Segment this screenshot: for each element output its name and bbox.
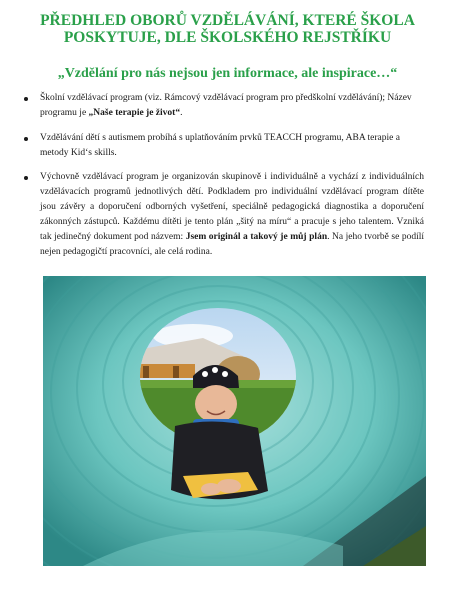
item-text: Vzdělávání dětí s autismem probíhá s uplatňováním prvků TEACCH programu, ABA terapie a metody Kid‘s skills. (40, 133, 400, 158)
item-text-end: . Na jeho tvorbě se podílí nejen pedagogičtí pracovníci, ale celá rodina. (40, 232, 424, 257)
title-line-2: POSKYTUJE, DLE ŠKOLSKÉHO REJSTŘÍKU (63, 29, 392, 46)
item-text-end: . (180, 108, 183, 118)
item-text: Výchovně vzdělávací program je organizován skupinově i individuálně a vychází z individuálních vzdělávacích programů jednotlivých dětí. Podkladem pro individuální vzdělávací program dítěte jsou závěry a doporučení odborných vyšetření, speciálně pedagogická diagnostika a doporučení zákonných zástupců. Každému dítěti je tento plán „šitý na míru“ a pracuje s jeho talentem. Vzniká tak jedinečný dokument pod názvem: (40, 172, 424, 242)
list-item (24, 91, 424, 121)
list-item (24, 131, 424, 161)
bullet-icon (24, 137, 28, 141)
program-name: „Naše terapie je život“ (88, 108, 181, 118)
item-text: Školní vzdělávací program (viz. Rámcový vzdělávací program pro předškolní vzdělávání); Název programu je (40, 93, 412, 118)
list-item (24, 170, 424, 260)
bullet-list (24, 91, 424, 260)
bullet-icon (24, 97, 28, 101)
title-line-1: PŘEDHLED OBORŮ VZDĚLÁVÁNÍ, KTERÉ ŠKOLA (40, 12, 415, 29)
bullet-icon (24, 176, 28, 180)
plan-name: Jsem originál a takový je můj plán (185, 232, 328, 242)
motto-quote: „Vzdělání pro nás nejsou jen informace, ale inspirace…“ (57, 66, 398, 81)
tunnel-photo (43, 276, 426, 566)
page-title (20, 12, 435, 46)
